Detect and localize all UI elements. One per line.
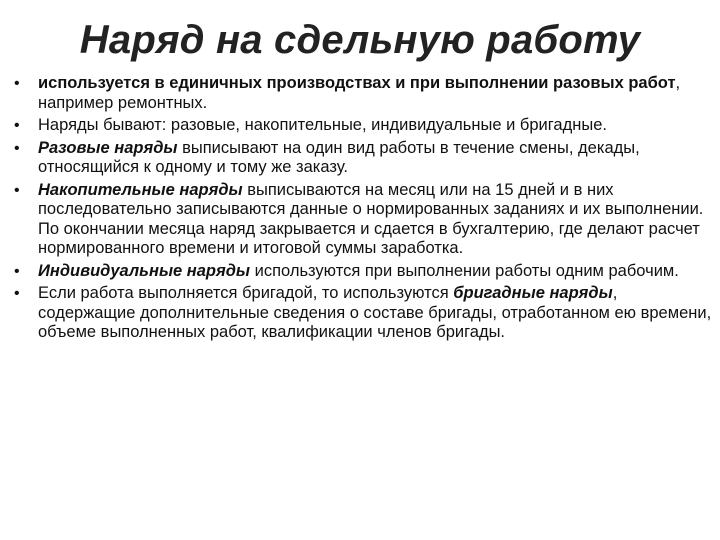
bullet-item [10, 74, 712, 113]
bullet-dot-icon: • [14, 75, 20, 92]
bullet-list [10, 74, 712, 346]
bullet-term: Разовые наряды [38, 138, 178, 157]
bullet-text: Если работа выполняется бригадой, то используются [38, 284, 454, 302]
bullet-text: Наряды бывают: разовые, накопительные, индивидуальные и бригадные. [38, 116, 607, 134]
bullet-text: выписывают на один вид работы в течение смены, декады, относящийся к одному и тому же заказу. [38, 138, 640, 176]
bullet-term: Накопительные наряды [38, 180, 243, 199]
bullet-text: используются при выполнении работы одним рабочим. [250, 261, 679, 280]
bullet-text: , содержащие дополнительные сведения о составе бригады, отработанном ею времени, объеме выполненных работ, квалификации членов бригады. [38, 284, 712, 341]
bullet-dot-icon: • [14, 262, 20, 280]
bullet-item [10, 262, 712, 282]
bullet-term: бригадные наряды [453, 284, 613, 302]
bullet-item [10, 284, 712, 343]
bullet-dot-icon: • [14, 285, 20, 302]
bullet-dot-icon: • [14, 181, 20, 199]
bullet-item [10, 139, 712, 178]
bullet-item [10, 116, 712, 136]
bullet-text: , например ремонтных. [38, 74, 681, 112]
bullet-text: выписываются на месяц или на 15 дней и в них последовательно записываются данные о нормированных заданиях и их выполнении. По окончании месяца наряд закрывается и сдается в бухгалтерию, где делают расчет нормированного времени и итоговой суммы заработка. [38, 180, 704, 257]
bullet-dot-icon: • [14, 117, 20, 134]
bullet-item [10, 181, 712, 259]
slide-title: Наряд на сдельную работу [79, 18, 641, 62]
bullet-dot-icon: • [14, 139, 20, 157]
bullet-text-bold: используется в единичных производствах и при выполнении разовых работ [38, 74, 676, 92]
bullet-term: Индивидуальные наряды [38, 261, 251, 280]
